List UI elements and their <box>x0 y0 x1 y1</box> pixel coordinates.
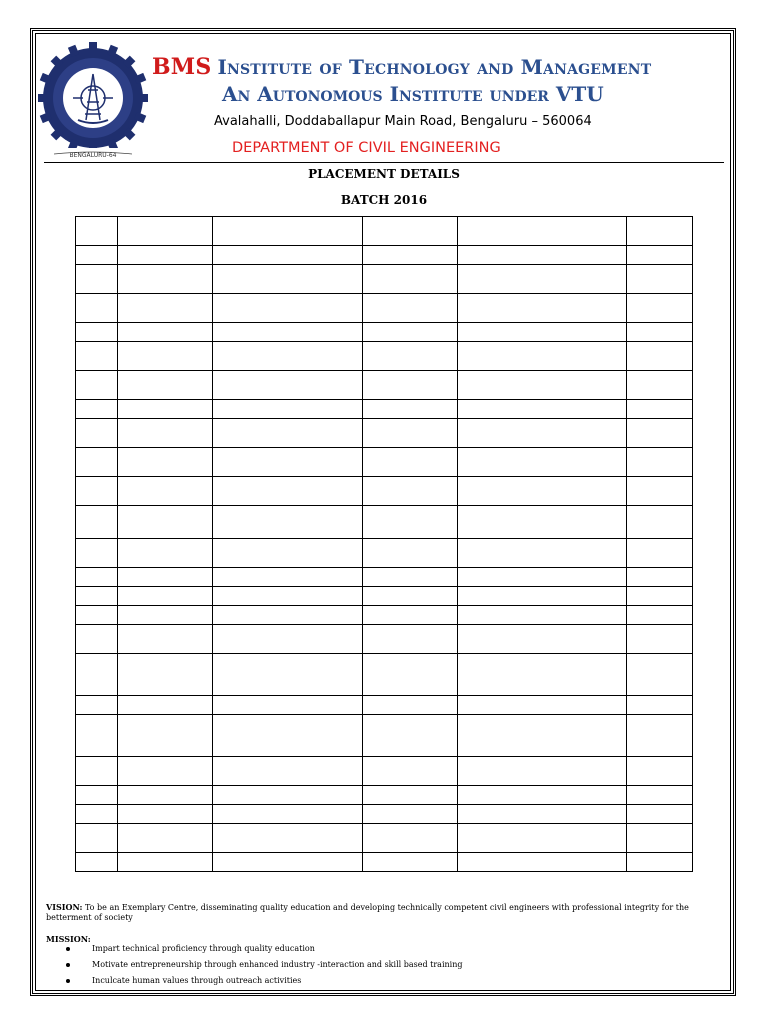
table-cell <box>458 448 627 477</box>
batch-title: BATCH 2016 <box>340 193 428 207</box>
table-cell <box>213 294 363 323</box>
table-cell <box>213 539 363 568</box>
table-cell <box>76 506 118 539</box>
table-cell <box>76 824 118 853</box>
mission-label: MISSION: <box>46 934 91 944</box>
table-cell <box>213 606 363 625</box>
table-cell <box>76 294 118 323</box>
table-cell <box>213 654 363 696</box>
institute-name <box>152 54 651 80</box>
table-cell <box>627 419 693 448</box>
table-row <box>76 217 693 246</box>
table-cell <box>363 246 458 265</box>
table-cell <box>213 477 363 506</box>
table-row <box>76 786 693 805</box>
table-cell <box>627 853 693 872</box>
table-cell <box>458 853 627 872</box>
table-cell <box>118 265 213 294</box>
institute-logo <box>38 40 148 164</box>
table-row <box>76 853 693 872</box>
table-cell <box>213 342 363 371</box>
mission-item <box>66 960 462 976</box>
table-cell <box>76 419 118 448</box>
table-cell <box>458 587 627 606</box>
table-cell <box>458 506 627 539</box>
table-cell <box>118 506 213 539</box>
table-cell <box>76 217 118 246</box>
table-cell <box>458 342 627 371</box>
mission-item-text: Impart technical proficiency through quality education <box>92 944 315 953</box>
table-cell <box>118 477 213 506</box>
table-cell <box>118 539 213 568</box>
vision-label: VISION: <box>46 902 83 912</box>
table-cell <box>76 587 118 606</box>
table-cell <box>458 294 627 323</box>
table-cell <box>213 568 363 587</box>
table-cell <box>118 786 213 805</box>
table-cell <box>76 606 118 625</box>
table-cell <box>458 400 627 419</box>
table-row <box>76 265 693 294</box>
table-cell <box>213 265 363 294</box>
table-cell <box>363 217 458 246</box>
table-cell <box>76 654 118 696</box>
table-cell <box>213 506 363 539</box>
table-cell <box>213 587 363 606</box>
table-cell <box>458 606 627 625</box>
table-cell <box>76 853 118 872</box>
table-cell <box>363 323 458 342</box>
table-cell <box>213 715 363 757</box>
table-cell <box>76 323 118 342</box>
table-row <box>76 824 693 853</box>
table-cell <box>213 419 363 448</box>
table-cell <box>363 625 458 654</box>
vision-statement <box>46 902 722 923</box>
table-cell <box>76 371 118 400</box>
table-cell <box>627 323 693 342</box>
table-row <box>76 715 693 757</box>
table-cell <box>118 654 213 696</box>
table-cell <box>213 786 363 805</box>
table-row <box>76 400 693 419</box>
table-cell <box>213 696 363 715</box>
table-cell <box>363 715 458 757</box>
vision-text: To be an Exemplary Centre, disseminating quality education and developing technically competent civil engineers with professional integrity for the betterment of society <box>46 903 689 922</box>
table-cell <box>627 217 693 246</box>
table-cell <box>213 448 363 477</box>
table-row <box>76 419 693 448</box>
table-cell <box>118 587 213 606</box>
table-row <box>76 342 693 371</box>
mission-list <box>66 944 462 992</box>
institute-prefix: BMS <box>152 54 212 80</box>
placement-table <box>75 216 693 872</box>
table-cell <box>458 265 627 294</box>
table-cell <box>213 757 363 786</box>
table-row <box>76 477 693 506</box>
institute-subtitle: An Autonomous Institute under VTU <box>222 82 604 106</box>
table-cell <box>213 853 363 872</box>
table-cell <box>213 625 363 654</box>
header-divider <box>44 162 724 163</box>
table-cell <box>627 805 693 824</box>
table-cell <box>76 265 118 294</box>
table-row <box>76 654 693 696</box>
table-cell <box>76 448 118 477</box>
table-cell <box>213 246 363 265</box>
table-cell <box>363 568 458 587</box>
table-row <box>76 323 693 342</box>
table-cell <box>363 400 458 419</box>
table-cell <box>458 696 627 715</box>
table-cell <box>458 246 627 265</box>
table-cell <box>458 805 627 824</box>
table-row <box>76 606 693 625</box>
table-cell <box>458 625 627 654</box>
table-cell <box>363 371 458 400</box>
table-row <box>76 696 693 715</box>
table-cell <box>458 539 627 568</box>
table-cell <box>458 654 627 696</box>
table-cell <box>118 448 213 477</box>
table-cell <box>76 539 118 568</box>
department-name: DEPARTMENT OF CIVIL ENGINEERING <box>232 140 501 156</box>
table-cell <box>76 757 118 786</box>
table-row <box>76 371 693 400</box>
table-cell <box>363 506 458 539</box>
table-row <box>76 506 693 539</box>
table-cell <box>363 606 458 625</box>
table-cell <box>363 539 458 568</box>
table-cell <box>118 294 213 323</box>
table-cell <box>118 853 213 872</box>
table-cell <box>363 419 458 448</box>
document-title: PLACEMENT DETAILS <box>308 167 460 181</box>
table-cell <box>458 477 627 506</box>
table-cell <box>627 824 693 853</box>
table-cell <box>118 805 213 824</box>
table-cell <box>118 568 213 587</box>
table-cell <box>627 786 693 805</box>
table-row <box>76 539 693 568</box>
mission-item <box>66 944 462 960</box>
table-cell <box>458 715 627 757</box>
table-cell <box>627 265 693 294</box>
svg-text:BENGALURU-64: BENGALURU-64 <box>69 152 117 159</box>
bullet-icon <box>66 947 70 951</box>
table-cell <box>118 757 213 786</box>
table-cell <box>627 606 693 625</box>
table-cell <box>213 217 363 246</box>
table-cell <box>76 246 118 265</box>
table-cell <box>76 342 118 371</box>
mission-item-text: Motivate entrepreneurship through enhanced industry -interaction and skill based training <box>92 960 463 969</box>
table-cell <box>213 323 363 342</box>
table-cell <box>76 477 118 506</box>
table-cell <box>458 419 627 448</box>
table-cell <box>118 824 213 853</box>
table-cell <box>213 371 363 400</box>
table-cell <box>118 246 213 265</box>
table-cell <box>458 824 627 853</box>
table-cell <box>363 294 458 323</box>
table-cell <box>76 625 118 654</box>
table-cell <box>213 824 363 853</box>
table-cell <box>363 477 458 506</box>
table-cell <box>118 419 213 448</box>
table-cell <box>118 323 213 342</box>
table-row <box>76 587 693 606</box>
table-cell <box>458 371 627 400</box>
table-cell <box>118 400 213 419</box>
table-cell <box>627 400 693 419</box>
table-row <box>76 448 693 477</box>
table-cell <box>458 568 627 587</box>
mission-item <box>66 976 462 992</box>
table-cell <box>76 715 118 757</box>
table-cell <box>76 786 118 805</box>
table-cell <box>458 217 627 246</box>
table-cell <box>363 805 458 824</box>
table-cell <box>213 400 363 419</box>
table-cell <box>363 265 458 294</box>
table-cell <box>627 715 693 757</box>
table-cell <box>627 246 693 265</box>
table-cell <box>363 824 458 853</box>
table-cell <box>118 696 213 715</box>
table-cell <box>363 853 458 872</box>
institute-address: Avalahalli, Doddaballapur Main Road, Bengaluru – 560064 <box>214 114 592 129</box>
table-cell <box>627 625 693 654</box>
table-cell <box>76 568 118 587</box>
table-cell <box>627 539 693 568</box>
bullet-icon <box>66 963 70 967</box>
table-cell <box>363 696 458 715</box>
table-cell <box>627 568 693 587</box>
table-cell <box>76 400 118 419</box>
table-cell <box>627 506 693 539</box>
table-cell <box>458 323 627 342</box>
table-cell <box>118 715 213 757</box>
table-row <box>76 805 693 824</box>
table-cell <box>627 342 693 371</box>
table-cell <box>118 371 213 400</box>
table-cell <box>363 342 458 371</box>
table-cell <box>118 606 213 625</box>
table-cell <box>627 757 693 786</box>
table-row <box>76 625 693 654</box>
table-row <box>76 757 693 786</box>
table-cell <box>363 587 458 606</box>
table-cell <box>363 654 458 696</box>
table-cell <box>458 757 627 786</box>
mission-item-text: Inculcate human values through outreach activities <box>92 976 302 985</box>
table-cell <box>363 757 458 786</box>
table-cell <box>627 696 693 715</box>
table-cell <box>118 625 213 654</box>
table-cell <box>118 217 213 246</box>
institute-name-text: Institute of Technology and Management <box>217 55 652 79</box>
table-cell <box>76 805 118 824</box>
table-cell <box>363 786 458 805</box>
table-cell <box>627 477 693 506</box>
table-row <box>76 246 693 265</box>
table-cell <box>627 654 693 696</box>
table-row <box>76 294 693 323</box>
table-cell <box>627 371 693 400</box>
bullet-icon <box>66 979 70 983</box>
table-cell <box>627 448 693 477</box>
table-cell <box>627 587 693 606</box>
table-cell <box>627 294 693 323</box>
table-row <box>76 568 693 587</box>
table-cell <box>458 786 627 805</box>
table-cell <box>213 805 363 824</box>
table-cell <box>118 342 213 371</box>
table-cell <box>76 696 118 715</box>
table-cell <box>363 448 458 477</box>
